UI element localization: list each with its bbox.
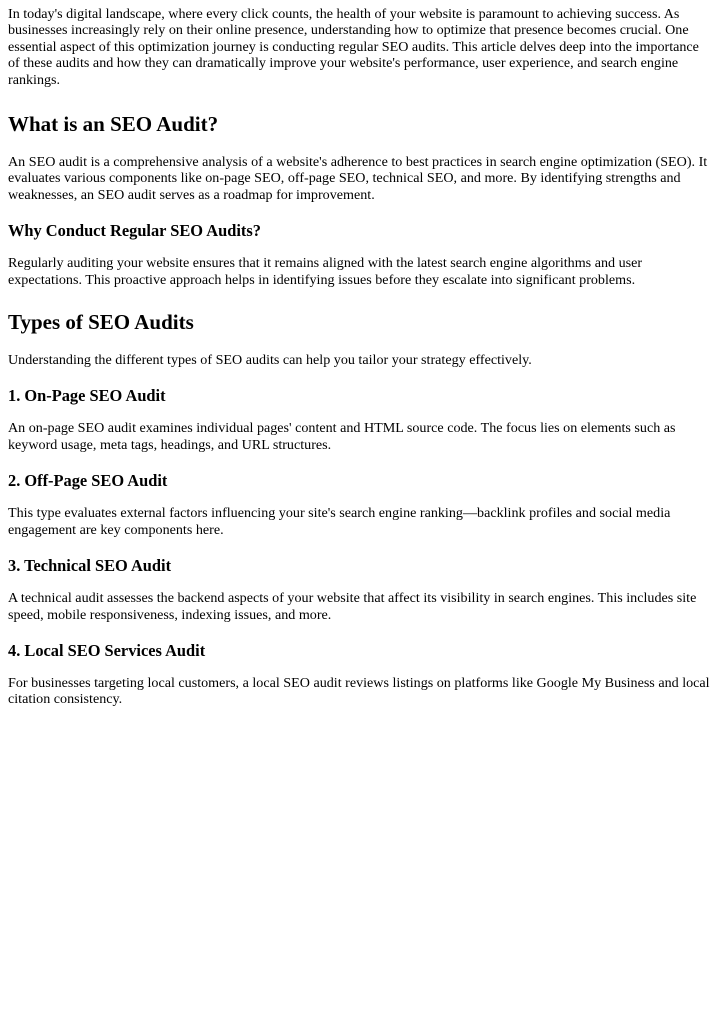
heading-why-conduct-audits: Why Conduct Regular SEO Audits? — [8, 221, 261, 241]
paragraph-what-is-seo-audit: An SEO audit is a comprehensive analysis of a website's adherence to best practices in search engine optimization (SEO). It evaluates various components like on-page SEO, off-page SEO, technical SEO, and more. By identifying strengths and weaknesses, an SEO audit serves as a roadmap for improvement. — [8, 154, 708, 203]
heading-off-page-audit: 2. Off-Page SEO Audit — [8, 471, 168, 491]
heading-on-page-audit: 1. On-Page SEO Audit — [8, 386, 166, 406]
heading-what-is-seo-audit: What is an SEO Audit? — [8, 112, 219, 137]
heading-local-seo-audit: 4. Local SEO Services Audit — [8, 640, 206, 660]
intro-paragraph: In today's digital landscape, where every click counts, the health of your website is paramount to achieving success. As businesses increasingly rely on their online presence, understanding how to optimize that presence becomes crucial. One essential aspect of this optimization journey is conducting regular SEO audits. This article delves deep into the importance of these audits and how they can dramatically improve your website's performance, user experience, and search engine rankings. — [8, 6, 699, 88]
paragraph-technical-audit: A technical audit assesses the backend aspects of your website that affect its visibility in search engines. This includes site speed, mobile responsiveness, indexing issues, and more. — [8, 590, 697, 623]
paragraph-types-intro: Understanding the different types of SEO audits can help you tailor your strategy effectively. — [8, 352, 532, 369]
paragraph-off-page-audit: This type evaluates external factors influencing your site's search engine ranking—backlink profiles and social media engagement are key components here. — [8, 505, 671, 538]
paragraph-why-conduct-audits: Regularly auditing your website ensures that it remains aligned with the latest search engine algorithms and user expectations. This proactive approach helps in identifying issues before they escalate into significant problems. — [8, 255, 643, 288]
heading-types-of-seo-audits: Types of SEO Audits — [8, 310, 194, 335]
paragraph-local-seo-audit: For businesses targeting local customers, a local SEO audit reviews listings on platforms like Google My Business and local citation consistency. — [8, 674, 710, 708]
paragraph-on-page-audit: An on-page SEO audit examines individual pages' content and HTML source code. The focus lies on elements such as keyword usage, meta tags, headings, and URL structures. — [8, 420, 676, 453]
heading-technical-audit: 3. Technical SEO Audit — [8, 556, 172, 576]
